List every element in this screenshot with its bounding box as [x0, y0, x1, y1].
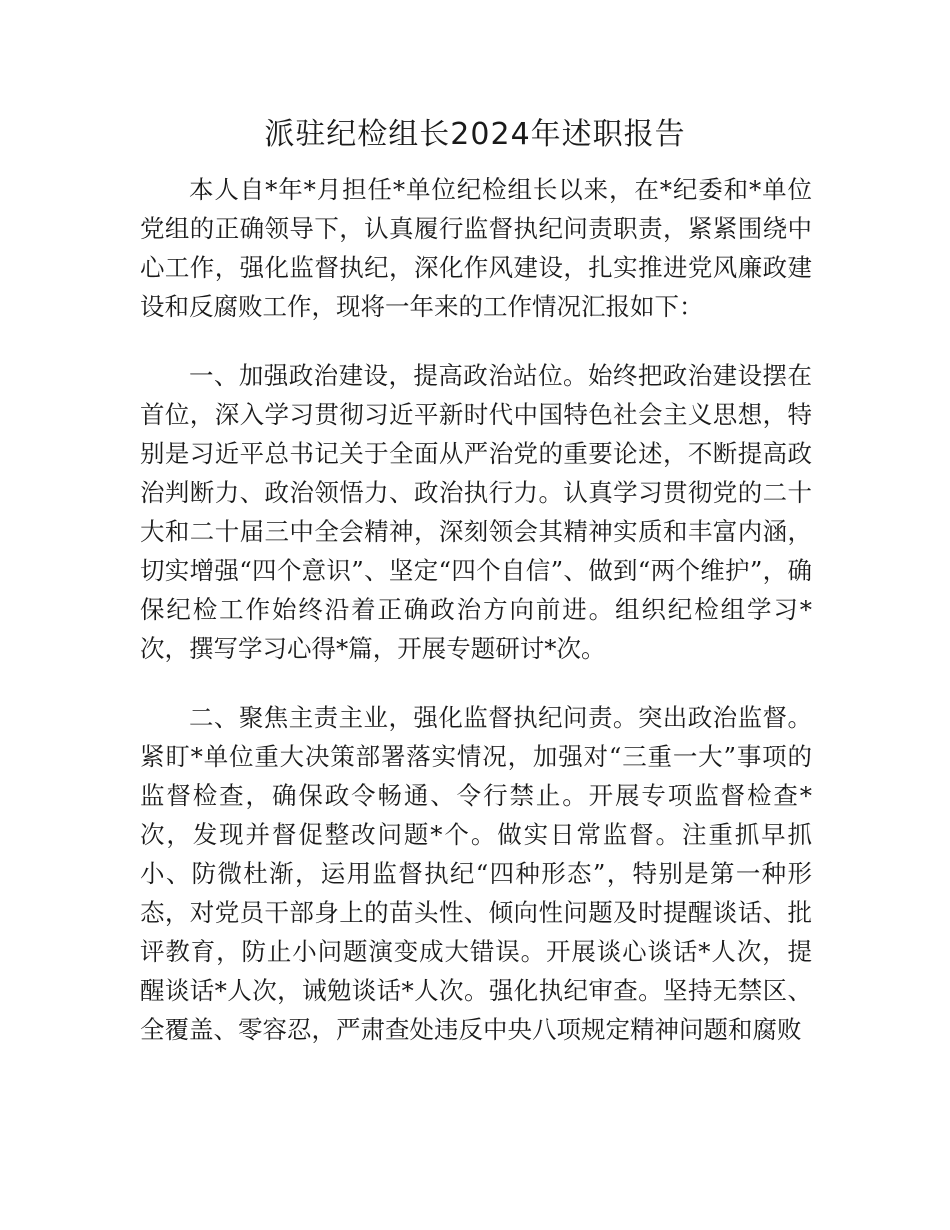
paragraph-political-building: 一、加强政治建设，提高政治站位。始终把政治建设摆在首位，深入学习贯彻习近平新时代中国特色社会主义思想，特别是习近平总书记关于全面从严治党的重要论述，不断提高政治判断力、政治领悟力、政治执行力。认真学习贯彻党的二十大和二十届三中全会精神，深刻领会其精神实质和丰富内涵，切实增强“四个意识”、坚定“四个自信”、做到“两个维护”，确保纪检工作始终沿着正确政治方向前进。组织纪检组学习*次，撰写学习心得*篇，开展专题研讨*次。 [140, 361, 812, 663]
paragraph-supervision: 二、聚焦主责主业，强化监督执纪问责。突出政治监督。紧盯*单位重大决策部署落实情况，加强对“三重一大”事项的监督检查，确保政令畅通、令行禁止。开展专项监督检查*次，发现并督促整改问题*个。做实日常监督。注重抓早抓小、防微杜渐，运用监督执纪“四种形态”，特别是第一种形态，对党员干部身上的苗头性、倾向性问题及时提醒谈话、批评教育，防止小问题演变成大错误。开展谈心谈话*人次，提醒谈话*人次，诫勉谈话*人次。强化执纪审查。坚持无禁区、全覆盖、零容忍，严肃查处违反中央八项规定精神问题和腐败 [140, 703, 812, 1044]
document-title: 派驻纪检组长2024年述职报告 [264, 117, 686, 152]
paragraph-intro: 本人自*年*月担任*单位纪检组长以来，在*纪委和*单位党组的正确领导下，认真履行监督执纪问责职责，紧紧围绕中心工作，强化监督执纪，深化作风建设，扎实推进党风廉政建设和反腐败工作，现将一年来的工作情况汇报如下： [140, 175, 812, 321]
